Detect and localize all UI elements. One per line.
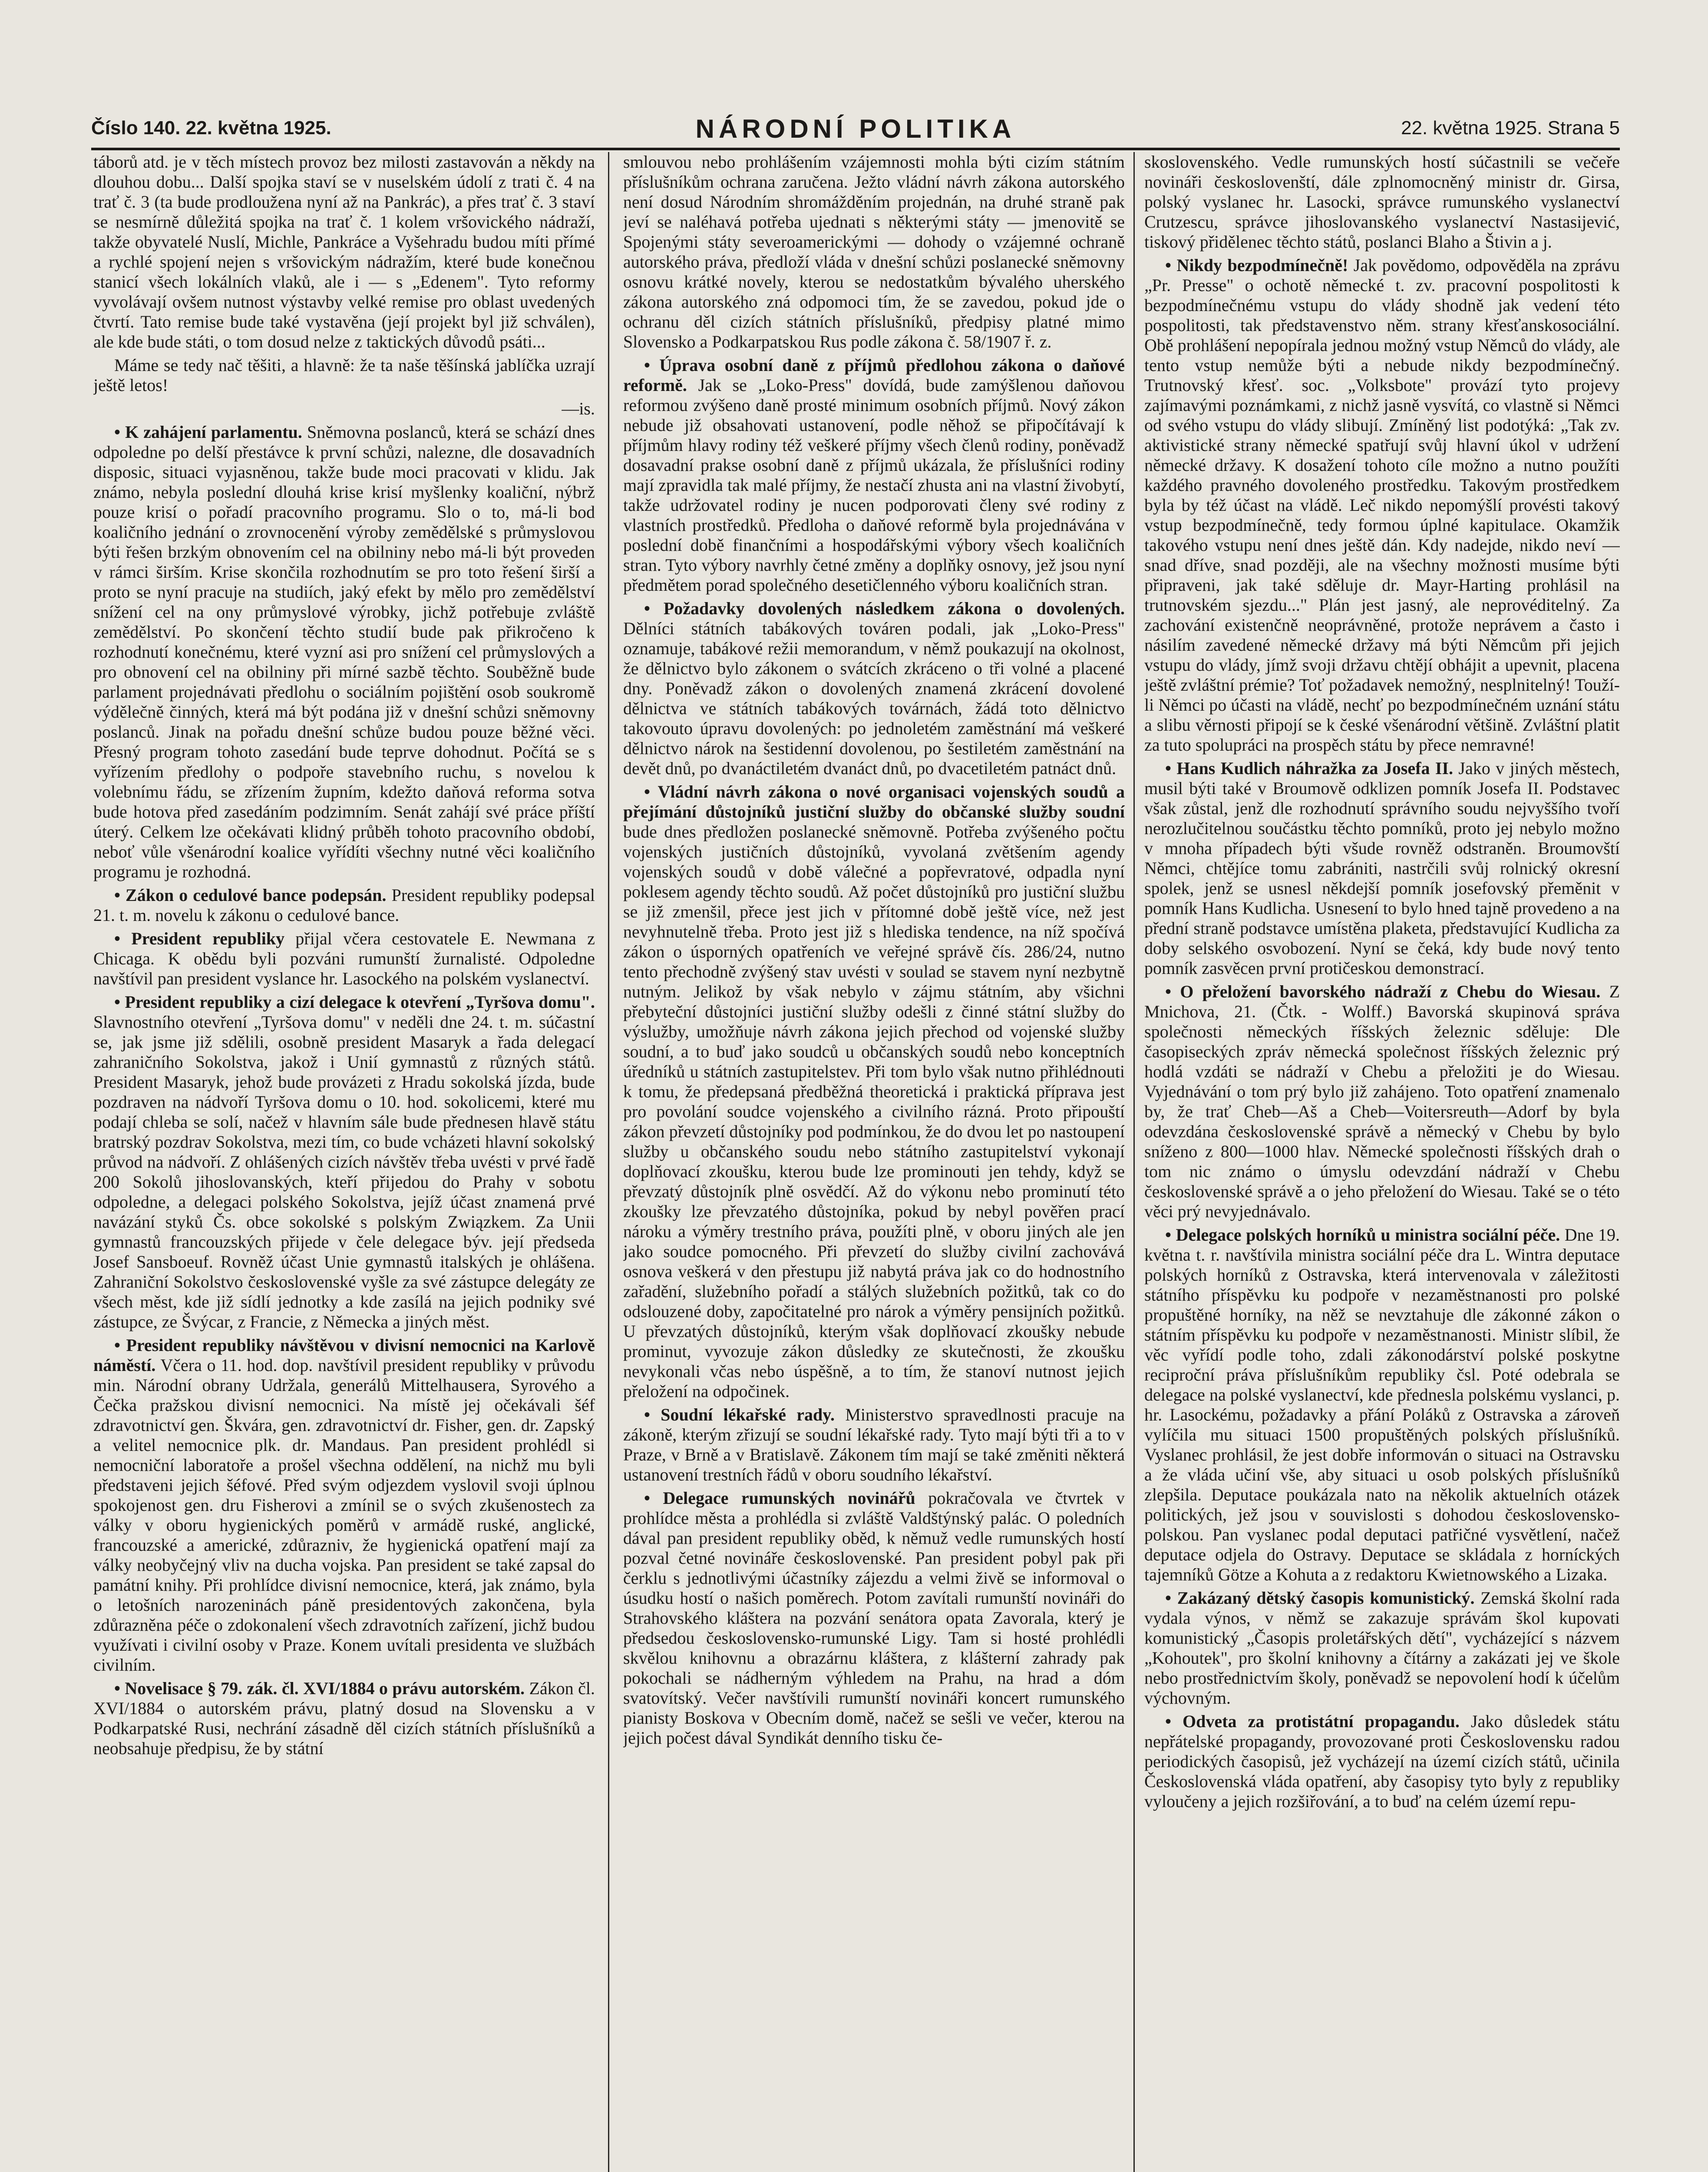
article-body: přijal včera cestovatele E. Newmana z Chicaga. K obědu byli pozváni rumunští žurnalisté. Odpoledne navštívil pan president vyslance hr. Lasockého na polském vyslanectví. — [93, 929, 595, 988]
newspaper-title: NÁRODNÍ POLITIKA — [695, 114, 1016, 143]
article-headline: • Zakázaný dětský časopis komunistický. — [1165, 1588, 1475, 1608]
article-body: Sněmovna poslanců, která se schází dnes odpoledne po delší přestávce k první schůzi, nalezne, dle dosavadních disposic, situaci vyjasněnou, takže bude moci pracovati v klidu. Jak známo, nebyla poslední dlouhá krise krisí myšlenky koaliční, nýbrž pouze krisí o pořadí pracovního programu. Slo o to, má-li bod koaličního jednání o zrovnocenění výroby zemědělské s průmyslovou býti řešen brzkým obnovením cel na obilniny nebo má-li být proveden v rámci širším. Krise skončila rozhodnutím se pro toto řešení širší a proto se nyní pracuje na studiích, jaký efekt by mělo pro zemědělství snížení cel na ony průmyslové výrobky, jichž potřebuje zvláště zemědělství. Po skončení těchto studií bude pak přikročeno k rozhodnutí konečnému, které vyzní asi pro snížení cel průmyslových a pro obnovení cel na obilniny při mírné sazbě těchto. Souběžně bude parlament projednávati předlohu o sociálním pojištění osob soukromě výdělečně činných, která má být podána již v dnešní schůzi sněmovny poslanců. Jinak na pořadu dnešní schůze budou pouze běžné věci. Přesný program tohoto zasedání bude teprve dohodnut. Počítá se s vyřízením předlohy o podpoře stavebního ruchu, s novelou k volebnímu řádu, se zřízením župním, kdežto daňová reforma sotva bude hotova před zasedáním podzimním. Senát zahájí své práce příští úterý. Celkem lze očekávati klidný průběh tohoto pracovního období, neboť vůle všenárodní koalice vyřídíti všechny nutné věci koaličního programu je rozhodná. — [93, 422, 595, 881]
masthead — [91, 114, 1620, 149]
article — [1144, 1588, 1620, 1708]
article — [93, 929, 595, 989]
article-headline: • Delegace rumunských novinářů — [644, 1488, 915, 1508]
article-body: Ministerstvo spravedlnosti pracuje na zákoně, kterým zřizují se soudní lékařské rady. Tyto mají býti tři a to v Praze, v Brně a v Bratislavě. Zákonem tím mají se také změniti některá ustanovení trestních řádů v oboru soudního lékařství. — [623, 1405, 1125, 1484]
article-text — [1144, 152, 1620, 252]
article-headline: • O přeložení bavorského nádraží z Chebu do Wiesau. — [1165, 982, 1601, 1001]
article — [623, 599, 1125, 778]
article — [1144, 758, 1620, 978]
header-rule — [91, 148, 1620, 150]
article-body: Jak povědomo, odpověděla na zprávu „Pr. Presse" o ochotě německé t. zv. pracovní pospolitosti k bezpodmínečnému vstupu do vlády shodně jak vedení této pospolitosti, tak představenstvo něm. strany křesťanskosociální. Obě prohlášení nepopírala jednou možný vstup Němců do vlády, ale tento vstup nemůže býti a nebude nikdy bezpodmínečný. Trutnovský křesť. soc. „Volksbote" provází tyto projevy zajímavými poznámkami, z nichž jasně vysvítá, co vlastně si Němci od svého vstupu do vlády slibují. Zmíněný list podotýká: „Tak zv. aktivistické strany německé spatřují svůj hlavní úkol v udržení německé državy. K dosažení tohoto cíle možno a nutno použíti každého pravného dovoleného prostředku. Takovým prostředkem byla by též účast na vládě. Leč nikdo nepomýšlí provésti takový vstup bezpodmínečně, tedy formou úplné kapitulace. Okamžik takového vstupu není dnes ještě dán. Kdy nadejde, nikdo neví — snad dříve, snad později, ale na všechny možnosti musíme býti připraveni, jak také sděluje dr. Mayr-Harting prohlásil na trutnovském sjezdu..." Plán jest jasný, ale neprovéditelný. Za zachování existenčně neoprávněné, protože neprávem a často i násilím zavedené německé državy má býti Němcům při jejich vstupu do vlády, jímž svoji državu chtějí obhájit a upevnit, placena ještě zvláštní prémie? Toť požadavek nemožný, nesplnitelný! Touží-li Němci po účasti na vládě, nechť po bezpodmínečném uznání státu a slibu věrnosti připojí se k české všenárodní většině. Zvláštní platit za tuto spolupráci na prospěch státu by přece nemravné! — [1144, 255, 1620, 755]
page-info: 22. května 1925. Strana 5 — [1401, 117, 1620, 139]
article — [1144, 1225, 1620, 1585]
article — [1144, 982, 1620, 1222]
column-1 — [93, 152, 595, 2172]
article-headline: • President republiky — [114, 929, 285, 948]
article-body: smlouvou nebo prohlášením vzájemnosti mohla býti cizím státním příslušníkům ochrana zaručena. Ježto vládní návrh zákona autorského není dosud Národním shromážděním projednán, na druhé straně pak jeví se naléhavá potřeba ujednati s některými státy — jmenovitě se Spojenými státy severoamerickými — dohody o vzájemné ochraně autorského práva, předloží vláda v dnešní schůzi poslanecké sněmovny osnovu krátké novely, kterou se nedostatkům bývalého uherského zákona autorského zná odpomoci tím, že se zavedou, pokud jde o ochranu děl cizích státních příslušníků, předpisy platné mimo Slovensko a Podkarpatskou Rus podle zákona č. 58/1907 ř. z. — [623, 152, 1125, 351]
article — [93, 1679, 595, 1758]
article — [623, 355, 1125, 595]
article — [623, 782, 1125, 1401]
article-headline: • Novelisace § 79. zák. čl. XVI/1884 o právu autorském. — [114, 1679, 525, 1698]
article — [93, 1335, 595, 1675]
article-body: Slavnostního otevření „Tyršova domu" v neděli dne 24. t. m. súčastní se, jak jsme již sdělili, osobně president Masaryk a řada delegací zahraničního Sokolstva, jakož i Unií gymnastů z různých států. President Masaryk, jehož bude provázeti z Hradu sokolská jízda, bude pozdraven na nádvoří Tyršova domu o 10. hod. sokolicemi, které mu podají chleba se solí, načež v hlavním sále bude přednesen hlavě státu bratrský pozdrav Sokolstva, mezi tím, co bude vcházeti hlavní sokolský průvod na nádvoří. Z ohlášených cizích návštěv třeba uvésti v prvé řadě 200 Sokolů jihoslovanských, kteří přijedou do Prahy v sobotu odpoledne, a delegaci polského Sokolstva, jejíž účast znamená prvé navázání styků Čs. obce sokolské s polským Związkem. Za Unii gymnastů francouzských přijede v čele delegace býv. její předseda Josef Sansboeuf. Rovněž účast Unie gymnastů italských je ohlášena. Zahraniční Sokolstvo československé vyšle za své zástupce delegáty ze všech měst, kde již sídlí jednotky a kde zasílá na jejich podniky své zástupce, ze Švýcar, z Francie, z Německa a jiných měst. — [93, 1012, 595, 1331]
article — [93, 992, 595, 1332]
article-body: Včera o 11. hod. dop. navštívil president republiky v průvodu min. Národní obrany Udržala, generálů Mittelhausera, Syrového a Čečka pražskou divisní nemocnici. Na místě jej očekávali šéf zdravotnictví gen. Škvára, gen. zdravotnictví dr. Fisher, gen. dr. Zapský a velitel nemocnice plk. dr. Mandaus. Pan president prohlédl si nemocniční laboratoře a prošel všechna oddělení, na nichž mu byli představeni jejich šéfové. Před svým odjezdem vyslovil svoji úplnou spokojenost gen. dru Fisherovi a zmínil se o svých zkušenostech za války v oboru hygienických poměrů v armádě ruské, anglické, francouzské a americké, zdůrazniv, že hygienická opatření mají za války neobyčejný vliv na ducha vojska. Pan president se také zapsal do památní knihy. Při prohlídce divisní nemocnice, která, jak známo, byla o letošních narozeninách páně presidentových zakončena, byla zdůrazněna péče o zdokonalení všech zdravotních zařízení, jichž budou využívati i civilní osoby v Praze. Konem uvítali presidenta ve službách civilním. — [93, 1355, 595, 1675]
article-body: Jako důsledek státu nepřátelské propagandy, provozované proti Československu radou periodických časopisů, jež vycházejí na území cizích států, učinila Československá vláda opatření, aby časopisy tyto byly z republiky vyloučeny a jejich rozšiřování, a to buď na celém území repu- — [1144, 1712, 1620, 1811]
column-3 — [1144, 152, 1620, 2172]
article — [623, 1405, 1125, 1485]
article-headline: • Odveta za protistátní propagandu. — [1165, 1712, 1460, 1731]
article-headline: • President republiky a cizí delegace k otevření „Tyršova domu". — [114, 992, 595, 1012]
article-body: pokračovala ve čtvrtek v prohlídce města a prohlédla si zvláště Valdštýnský palác. O poledních dával pan president republiky oběd, k němuž vedle rumunských hostí pozval četné novináře československé. Pan president pobyl pak při čerklu s jednotlivými účastníky zájezdu a velmi živě se informoval o úsudku hostí o našich poměrech. Potom zavítali rumunští novináři do Strahovského kláštera na pozvání senátora opata Zavorala, který je předsedou československo-rumunské Ligy. Tam si hosté prohlédli skvělou knihovnu a obrazárnu kláštera, z klášterní zahrady pak pokochali se nádherným výhledem na Prahu, na hrad a dóm svatovítský. Večer navštívili rumunští novináři koncert rumunského pianisty Boskova v Obecním domě, načež se sešli ve večer, kterou na jejich počest dával Syndikát denního tisku če- — [623, 1488, 1125, 1748]
article-body: —is. — [562, 399, 595, 418]
article — [623, 1488, 1125, 1748]
article-body: táborů atd. je v těch místech provoz bez milosti zastavován a někdy na dlouhou dobu... Další spojka staví se v nuselském údolí z trati č. 4 na trať č. 3 (ta bude prodloužena nyní až na Pankrác), a přes trať č. 3 staví se nesmírně důležitá spojka na trať č. 1 kolem vršovického nádraží, takže obyvatelé Nuslí, Michle, Pankráce a Vyšehradu budou míti přímé a rychlé spojení nejen s vršovickým nádražím, které bude konečnou stanicí všech lokálních vlaků, ale i — s „Edenem". Tyto reformy vyvolávají ovšem nutnost výstavby velké remise pro oblast uvedených čtvrtí. Tato remise bude také vystavěna (její projekt byl již schválen), ale kde bude státi, o tom dosud nelze z taktických důvodů psáti... — [93, 152, 595, 351]
article-text — [623, 152, 1125, 352]
article-headline: • Zákon o cedulové bance podepsán. — [114, 885, 387, 905]
article-headline: • Nikdy bezpodmínečně! — [1165, 255, 1348, 275]
article — [93, 885, 595, 925]
article — [1144, 255, 1620, 755]
article-body: Jako v jiných městech, musil býti také v Broumově odklizen pomník Josefa II. Podstavec však zůstal, jenž dle rozhodnutí správního soudu nejvyššího tvoří nerozlučitelnou součástku těchto pomníků, proto jej nebylo možno v mnoha případech býti všude rovněž odstraněn. Broumovští Němci, chtějíce tomu zabrániti, nastrčili svůj rolnický okresní spolek, jenž se usnesl někdejší pomník josefovský přeměnit v pomník Hans Kudlicha. Usnesení to bylo hned tajně provedeno a na přední straně podstavce umístěna plaketa, představující Kudlicha za doby selského osvobození. Nyní se čeká, kdy bude nový tento pomník zasvěcen první protičeskou demonstrací. — [1144, 758, 1620, 978]
article-body: Jak se „Loko-Press" dovídá, bude zamýšlenou daňovou reformou zvýšeno daně prosté minimum osobních příjmů. Nový zákon nebude již obsahovati ustanovení, podle něhož se připočítávají k příjmům hlavy rodiny též veškeré příjmy všech členů rodiny, poněvadž dosavadní prakse osobní daně z příjmů ukázala, že příslušníci rodiny mají zpravidla tak malé příjmy, že nestačí zhusta ani na vlastní živobytí, takže udržovatel rodiny je nucen podporovati členy své rodiny z vlastních prostředků. Předloha o daňové reformě byla projednávána v poslední době finančními a hospodářskými výbory všech koaličních stran. Tyto výbory navrhly četné změny a doplňky osnovy, jež jsou nyní předmětem porad společného desetičlenného výboru koaličních stran. — [623, 375, 1125, 595]
article — [1144, 1712, 1620, 1811]
article-text — [93, 399, 595, 419]
article-text — [93, 355, 595, 395]
article-headline: • Úprava osobní daně z příjmů předlohou zákona o daňové reformě. — [623, 355, 1125, 395]
article-headline: • Hans Kudlich náhražka za Josefa II. — [1165, 758, 1453, 778]
article-body: skoslovenského. Vedle rumunských hostí súčastnili se večeře novináři českoslovenští, dále zplnomocněný ministr dr. Girsa, polský vyslanec hr. Lasocki, správce rumunského vyslanectví Crutzescu, správce jihoslovanského vyslanectví Nastasijević, tiskový přidělenec těchto států, poslanci Blaho a Štivin a j. — [1144, 152, 1620, 252]
column-divider — [608, 152, 609, 2172]
article-body: Zemská školní rada vydala výnos, v němž se zakazuje správám škol kupovati komunistický „Časopis proletářských dětí", vycházející s názvem „Kohoutek", pro školní knihovny a čítárny a zakázati jej ve škole nebo prostřednictvím školy, poněvadž se nepovolení hodí k účelům výchovným. — [1144, 1588, 1620, 1708]
article-headline: • Delegace polských horníků u ministra sociální péče. — [1165, 1225, 1560, 1245]
article-body: Dne 19. května t. r. navštívila ministra sociální péče dra L. Wintra deputace polských horníků z Ostravska, která intervenovala v záležitosti státního příspěvku ku podpoře v nezaměstnanosti pro polské propuštěné horníky, na něž se nevztahuje dle zákonné zákon o státním příspěvku ku podpoře v nezaměstnanosti. Ministr slíbil, že věc vyřídí podle toho, zdali zákonodárství polské poskytne reciproční práva příslušníkům republiky čsl. Poté odebrala se delegace na polské vyslanectví, kde přednesla polskému vyslanci, p. hr. Lasockému, požadavky a přání Poláků z Ostravska a zároveň vylíčila mu situaci 1500 propuštěných polských příslušníků. Vyslanec prohlásil, že jest dobře informován o situaci na Ostravsku a že vláda učiní vše, aby situaci u osob polských příslušníků zlepšila. Deputace poukázala nato na několik aktuelních otázek politických, jež jsou v souvislosti s dohodou československo-polskou. Pan vyslanec podal deputaci patřičné vysvětlení, načež deputace odjela do Ostravy. Deputace se skládala z horníckých tajemníků Götze a Kohuta a z redaktoru Kwietnowského a Lizaka. — [1144, 1225, 1620, 1584]
article-body: Zákon čl. XVI/1884 o autorském právu, platný dosud na Slovensku a v Podkarpatské Rusi, nechrání zásadně děl cizích státních příslušníků a neobsahuje předpisu, že by státní — [93, 1679, 595, 1758]
column-divider — [1133, 152, 1135, 2172]
article-headline: • Soudní lékařské rady. — [644, 1405, 835, 1424]
issue-info: Číslo 140. 22. května 1925. — [91, 117, 331, 139]
article-text — [93, 152, 595, 352]
article-body: President republiky podepsal 21. t. m. novelu k zákonu o cedulové bance. — [93, 885, 595, 925]
article-body: Dělníci státních tabákových továren podali, jak „Loko-Press" oznamuje, tabákové režii memorandum, v němž poukazují na okolnost, že dělnictvo bylo zákonem o svátcích zkráceno o tři volné a placené dny. Poněvadž zákon o dovolených znamená zkrácení dovolené dělnictva ve státních tabákových továrnách, žádá toto dělnictvo takovouto úpravu dovolených: po jednoletém zaměstnání má veškeré dělnictvo nárok na šestidenní dovolenou, po šestiletém zaměstnání na devět dnů, po dvanáctiletém dvanáct dnů, po dvacetiletém patnáct dnů. — [623, 619, 1125, 778]
article-headline: • Vládní návrh zákona o nové organisaci vojenských soudů a přejímání důstojníků justiční služby do občanské služby soudní — [623, 782, 1125, 821]
article-headline: • Požadavky dovolených následkem zákona o dovolených. — [644, 599, 1125, 618]
column-2 — [623, 152, 1125, 2172]
article — [93, 422, 595, 882]
article-body: bude dnes předložen poslanecké sněmovně. Potřeba zvýšeného počtu vojenských justičních důstojníků, vyvolaná zvětšením agendy vojenských soudů v době válečné a popřevratové, odpadla nyní poklesem agendy těchto soudů. Až počet důstojníků pro justiční službu se již zmenšil, přece jest jich v přítomné době ještě více, než jest nevyhnutelně třeba. Proto jest již s hlediska tendence, na níž spočívá zákon o úsporných opatřeních ve veřejné správě čís. 286/24, nutno tento přechodně zvýšený stav uvésti v soulad se stavem nyní nezbytně nutným. Jelikož by však nebylo v zájmu státním, aby všichni přebyteční důstojníci justiční služby odešli z činné státní služby do výslužby, umožňuje návrh zákona jejich přechod od vojenské služby soudní, a to buď jako soudců u občanských soudů nebo konceptních úředníků u státních zastupitelstev. Při tom bylo však nutno přihlédnouti k tomu, že předepsaná předběžná theoretická i praktická příprava jest pro povolání soudce vojenského a civilního rázná. Proto připouští zákon převzetí důstojníky pod podmínkou, že do dvou let po nastoupení služby u občanského soudu nebo státního zastupitelství vykonají doplňovací zkoušku, kterou bude lze prominouti jen tehdy, když se převzatý důstojník plně osvědčí. Až do výkonu nebo prominutí této zkoušky lze převzatého důstojníka, pokud by nebyl pověřen prací nároku a výměry trestního práva, použíti plně, v oboru jiných ale jen jako soudce pomocného. Při převzetí do služby civilní zachovává osnova veškerá v den přestupu již nabytá práva jak co do hodnostního zařadění, služebního pořadí a stálých služebních požitků, tak co do odslouzené doby, započitatelné pro nárok a výměry pensijních požitků. U převzatých důstojníků, kterým však doplňovací zkoušky nebude prominut, vyvozuje zákon důsledky ze skutečnosti, že zkoušku nevykonali včas nebo úspěšně, a to tím, že stanoví nutnost jejich přeložení na odpočinek. — [623, 822, 1125, 1401]
article-body: Máme se tedy nač těšiti, a hlavně: že ta naše těšínská jablíčka uzrají ještě letos! — [93, 355, 595, 395]
article-body: Z Mnichova, 21. (Čtk. - Wolff.) Bavorská skupinová správa společnosti německých říšských železnic sděluje: Dle časopiseckých zpráv německá společnost říšských železnic prý hodlá vzdáti se nádraží v Chebu a přeložiti je do Wiesau. Vyjednávání o tom prý bylo již zahájeno. Toto opatření znamenalo by, že trať Cheb—Aš a Cheb—Voitersreuth—Adorf by byla odevzdána československé správě a německý v Chebu by bylo sníženo z 800—1000 hlav. Německé společnosti říšských drah o tom nic známo o úmyslu odevzdání nádraží v Chebu československé správě a o jeho přeložení do Wiesau. Také se o této věci prý nevyjednávalo. — [1144, 982, 1620, 1221]
article-headline: • K zahájení parlamentu. — [114, 422, 302, 442]
article-headline: • President republiky návštěvou v divisní nemocnici na Karlově náměstí. — [93, 1335, 595, 1375]
